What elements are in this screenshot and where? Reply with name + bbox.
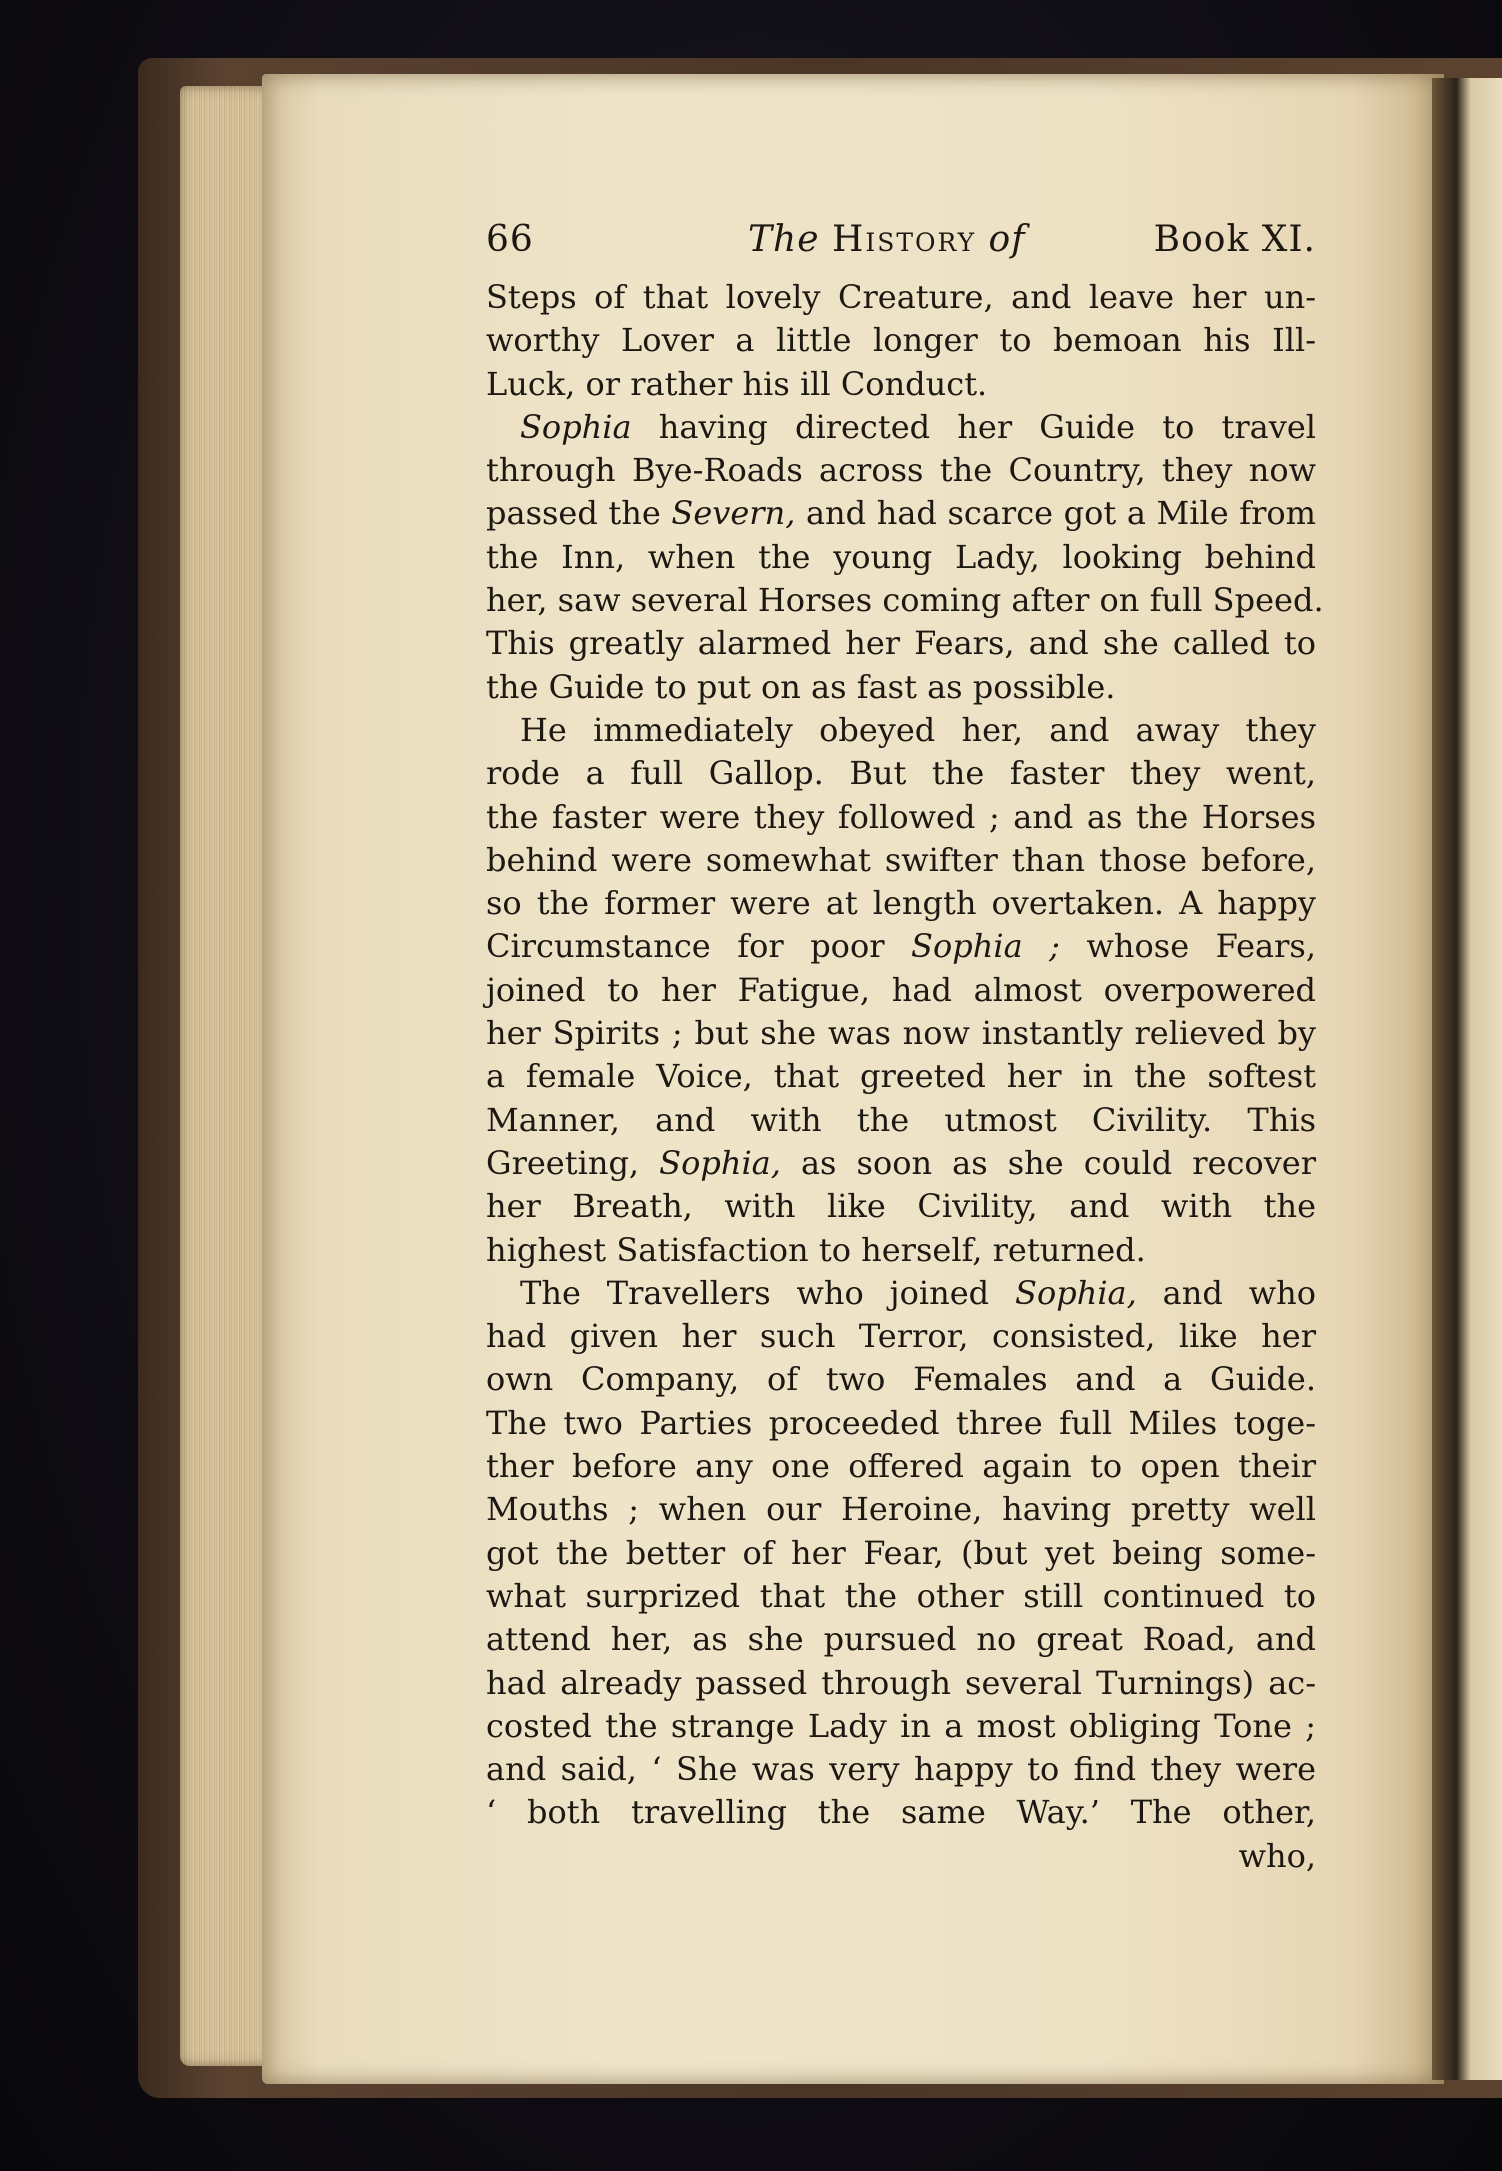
text-line: the Inn, when the young Lady, looking behind	[486, 537, 1316, 576]
italic-name: Sophia	[520, 407, 632, 446]
text-line: He immediately obeyed her, and away they	[520, 710, 1316, 749]
text-line: rode a full Gallop. But the faster they went,	[486, 754, 1316, 793]
running-head	[486, 218, 1316, 276]
text-line: ‘ both travelling the same Way.’ The other,	[486, 1793, 1316, 1832]
title-word: History	[831, 219, 977, 260]
italic-name: Severn,	[671, 494, 796, 533]
text-line: Luck, or rather his ill Conduct.	[486, 364, 988, 403]
text-line: worthy Lover a little longer to bemoan his Ill-	[486, 321, 1316, 360]
text-line: passed the Severn, and had scarce got a Mile from	[486, 494, 1317, 533]
text-line: and said, ‘ She was very happy to find they were	[486, 1750, 1316, 1789]
text-line: Greeting, Sophia, as soon as she could recover	[486, 1143, 1317, 1182]
text-line: Sophia having directed her Guide to travel	[520, 407, 1316, 446]
text-line: highest Satisfaction to herself, returned.	[486, 1230, 1146, 1269]
text-line: Mouths ; when our Heroine, having pretty well	[486, 1490, 1316, 1529]
text-line: her Breath, with like Civility, and with the	[486, 1187, 1316, 1226]
text-line: This greatly alarmed her Fears, and she called to	[486, 624, 1316, 663]
page-number: 66	[486, 219, 534, 260]
text-line: had given her such Terror, consisted, like her	[486, 1317, 1316, 1356]
text-line: had already passed through several Turnings) ac-	[486, 1663, 1316, 1702]
text-line: ther before any one offered again to open their	[486, 1447, 1316, 1486]
text-line: The two Parties proceeded three full Miles toge-	[486, 1403, 1316, 1442]
text-line: a female Voice, that greeted her in the softest	[486, 1057, 1316, 1096]
text-line: her Spirits ; but she was now instantly relieved by	[486, 1014, 1316, 1053]
text-line: the faster were they followed ; and as the Horses	[486, 797, 1316, 836]
italic-name: Sophia,	[659, 1143, 781, 1182]
text-line: own Company, of two Females and a Guide.	[486, 1360, 1316, 1399]
running-title	[748, 218, 1026, 261]
text-line: the Guide to put on as fast as possible.	[486, 667, 1116, 706]
italic-name: Sophia ;	[911, 927, 1060, 966]
text-line: Circumstance for poor Sophia ; whose Fears,	[486, 927, 1317, 966]
text-line: got the better of her Fear, (but yet being some-	[486, 1533, 1316, 1572]
text-line: her, saw several Horses coming after on full Speed.	[486, 581, 1324, 620]
text-line: The Travellers who joined Sophia, and who	[520, 1273, 1317, 1312]
text-line: what surprized that the other still continued to	[486, 1576, 1316, 1615]
italic-name: Sophia,	[1015, 1273, 1137, 1312]
body-text	[486, 276, 1324, 1835]
text-line: through Bye-Roads across the Country, they now	[486, 451, 1316, 490]
text-line: costed the strange Lady in a most obliging Tone ;	[486, 1706, 1316, 1745]
text-line: attend her, as she pursued no great Road, and	[486, 1620, 1316, 1659]
text-line: Steps of that lovely Creature, and leave her un-	[486, 278, 1316, 316]
text-line: behind were somewhat swifter than those before,	[486, 840, 1316, 879]
text-line: so the former were at length overtaken. A happy	[486, 884, 1316, 923]
book-label: Book XI.	[1153, 219, 1316, 260]
title-suffix: of	[988, 219, 1026, 260]
text-line: Manner, and with the utmost Civility. This	[486, 1100, 1316, 1139]
catchword: who,	[1238, 1836, 1316, 1875]
page-text	[486, 218, 1324, 1878]
text-line: joined to her Fatigue, had almost overpowered	[486, 970, 1316, 1009]
title-prefix: The	[748, 219, 820, 260]
facing-page-edge	[1432, 78, 1502, 2080]
